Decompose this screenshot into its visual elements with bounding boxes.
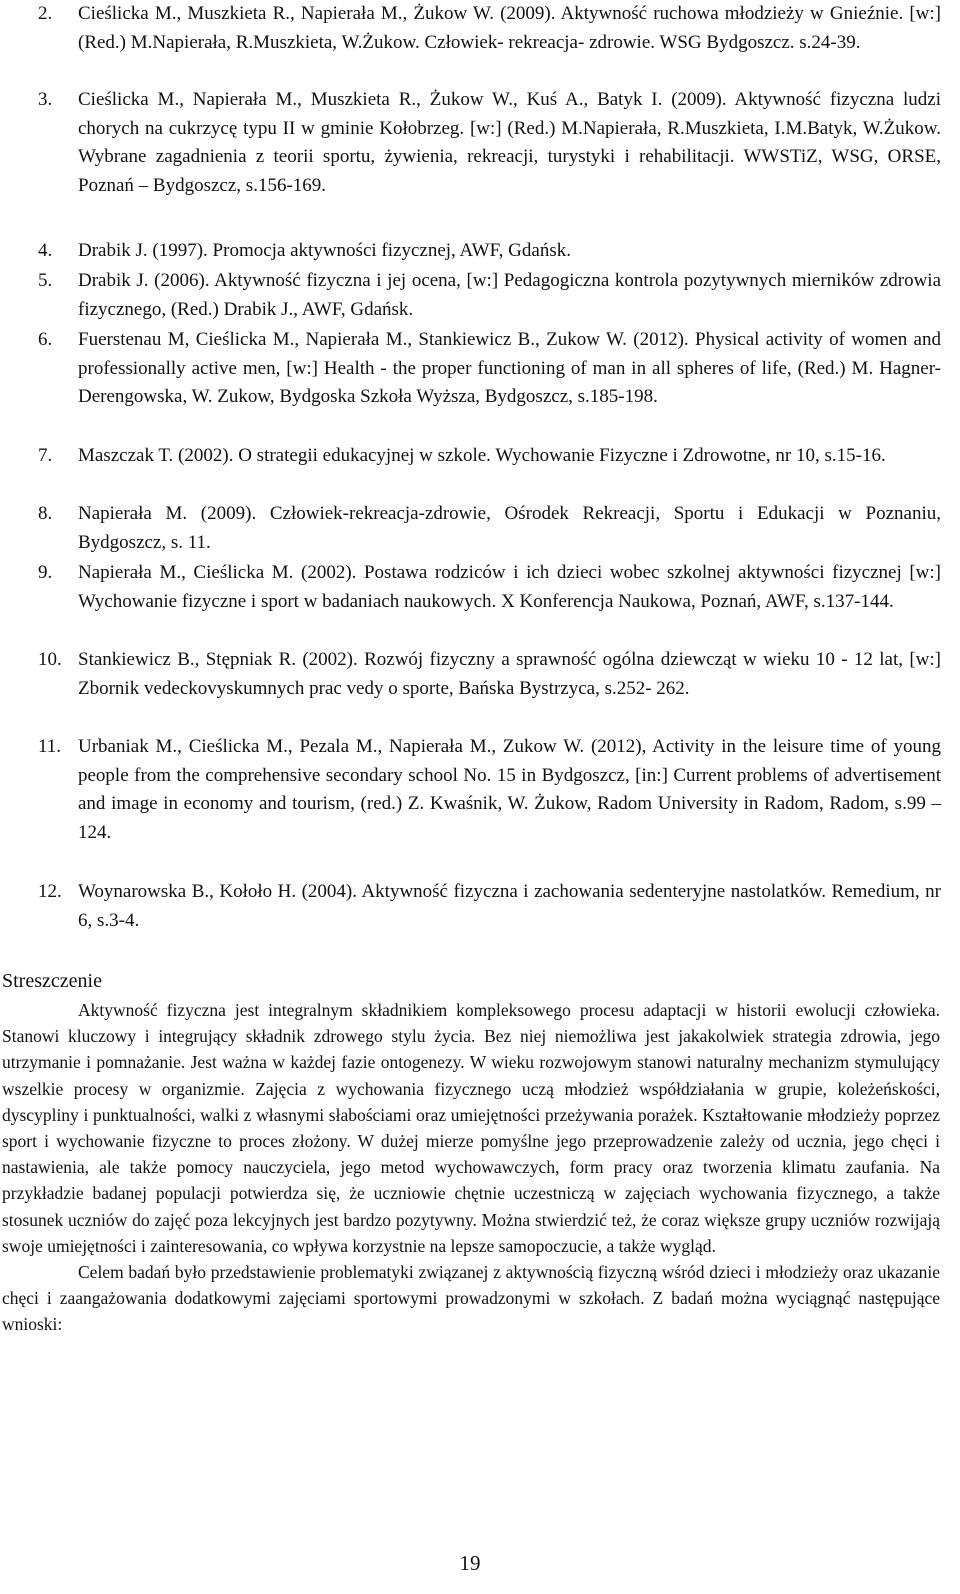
reference-item bbox=[0, 646, 960, 703]
reference-item bbox=[0, 733, 960, 847]
reference-number: 5. bbox=[38, 270, 53, 291]
reference-number: 3. bbox=[38, 89, 53, 110]
reference-item bbox=[0, 878, 960, 935]
reference-text: Fuerstenau M, Cieślicka M., Napierała M., Stankiewicz B., Zukow W. (2012). Physical activity of women and professionally active men, [w:] Health - the proper functioning of man in all spheres of life, (Red.) M. Hagner-Derengowska, W. Zukow, Bydgoska Szkoła Wyższa, Bydgoszcz, s.185-198. bbox=[78, 329, 941, 408]
reference-text: Drabik J. (2006). Aktywność fizyczna i jej ocena, [w:] Pedagogiczna kontrola pozytywnych mierników zdrowia fizycznego, (Red.) Drabik J., AWF, Gdańsk. bbox=[78, 270, 941, 320]
reference-item bbox=[0, 237, 960, 266]
reference-item bbox=[0, 0, 960, 57]
reference-number: 6. bbox=[38, 329, 53, 350]
reference-number: 12. bbox=[38, 881, 62, 902]
reference-item bbox=[0, 500, 960, 557]
reference-item bbox=[0, 442, 960, 471]
reference-text: Maszczak T. (2002). O strategii edukacyjnej w szkole. Wychowanie Fizyczne i Zdrowotne, nr 10, s.15-16. bbox=[78, 445, 886, 466]
reference-number: 10. bbox=[38, 649, 62, 670]
abstract-paragraph: Aktywność fizyczna jest integralnym składnikiem kompleksowego procesu adaptacji w historii ewolucji człowieka. Stanowi kluczowy i integrujący składnik zdrowego stylu życia. Bez niej niemożliwa jest jakakolwiek strategia zdrowia, jego utrzymanie i pomnażanie. Jest ważna w każdej fazie ontogenezy. W wieku rozwojowym stanowi naturalny mechanizm stymulujący wszelkie procesy w organizmie. Zajęcia z wychowania fizycznego uczą młodzież współdziałania w grupie, koleżeńskości, dyscypliny i punktualności, walki z własnymi słabościami oraz umiejętności przeżywania porażek. Kształtowanie młodzieży poprzez sport i wychowanie fizyczne to proces złożony. W dużej mierze pomyślne jego przeprowadzenie zależy od ucznia, jego chęci i nastawienia, ale także pomocy nauczyciela, jego metod wychowawczych, form pracy oraz tworzenia klimatu zaufania. Na przykładzie badanej populacji potwierdza się, że uczniowie chętnie uczestniczą w zajęciach wychowania fizycznego, a także stosunek uczniów do zajęć poza lekcyjnych jest bardzo pozytywny. Można stwierdzić też, że coraz większe grupy uczniów rozwijają swoje umiejętności i zainteresowania, co wpływa korzystnie na lepsze samopoczucie, a także wygląd. bbox=[2, 1000, 940, 1256]
reference-number: 9. bbox=[38, 562, 53, 583]
reference-item bbox=[0, 267, 960, 324]
abstract-paragraph: Celem badań było przedstawienie problematyki związanej z aktywnością fizyczną wśród dzieci i młodzieży oraz ukazanie chęci i zaangażowania dodatkowymi zajęciami sportowymi prowadzonymi w szkołach. Z badań można wyciągnąć następujące wnioski: bbox=[2, 1262, 940, 1335]
reference-text: Urbaniak M., Cieślicka M., Pezala M., Napierała M., Zukow W. (2012), Activity in the leisure time of young people from the comprehensive secondary school No. 15 in Bydgoszcz, [in:] Current problems of advertisement and image in economy and tourism, (red.) Z. Kwaśnik, W. Żukow, Radom University in Radom, Radom, s.99 – 124. bbox=[78, 736, 941, 843]
reference-number: 8. bbox=[38, 503, 53, 524]
reference-text: Cieślicka M., Napierała M., Muszkieta R., Żukow W., Kuś A., Batyk I. (2009). Aktywność fizyczna ludzi chorych na cukrzycę typu II w gminie Kołobrzeg. [w:] (Red.) M.Napierała, R.Muszkieta, I.M.Batyk, W.Żukow. Wybrane zagadnienia z teorii sportu, żywienia, rekreacji, turystyki i rehabilitacji. WWSTiZ, WSG, ORSE, Poznań – Bydgoszcz, s.156-169. bbox=[78, 89, 941, 196]
reference-text: Stankiewicz B., Stępniak R. (2002). Rozwój fizyczny a sprawność ogólna dziewcząt w wieku 10 - 12 lat, [w:] Zbornik vedeckovyskumnych prac vedy o sporte, Bańska Bystrzyca, s.252- 262. bbox=[78, 649, 941, 699]
reference-text: Napierała M., Cieślicka M. (2002). Postawa rodziców i ich dzieci wobec szkolnej aktywności fizycznej [w:] Wychowanie fizyczne i sport w badaniach naukowych. X Konferencja Naukowa, Poznań, AWF, s.137-144. bbox=[78, 562, 941, 612]
reference-number: 7. bbox=[38, 445, 53, 466]
reference-number: 2. bbox=[38, 3, 53, 24]
reference-text: Napierała M. (2009). Człowiek-rekreacja-zdrowie, Ośrodek Rekreacji, Sportu i Edukacji w Poznaniu, Bydgoszcz, s. 11. bbox=[78, 503, 941, 553]
section-heading: Streszczenie bbox=[2, 970, 102, 992]
reference-item bbox=[0, 559, 960, 616]
reference-text: Drabik J. (1997). Promocja aktywności fizycznej, AWF, Gdańsk. bbox=[78, 240, 571, 261]
reference-text: Woynarowska B., Kołoło H. (2004). Aktywność fizyczna i zachowania sedenteryjne nastolatków. Remedium, nr 6, s.3-4. bbox=[78, 881, 941, 931]
reference-item bbox=[0, 326, 960, 412]
page-number: 19 bbox=[459, 1551, 481, 1575]
reference-item bbox=[0, 86, 960, 200]
reference-text: Cieślicka M., Muszkieta R., Napierała M., Żukow W. (2009). Aktywność ruchowa młodzieży w Gnieźnie. [w:] (Red.) M.Napierała, R.Muszkieta, W.Żukow. Człowiek- rekreacja- zdrowie. WSG Bydgoszcz. s.24-39. bbox=[78, 3, 941, 53]
reference-number: 4. bbox=[38, 240, 53, 261]
reference-number: 11. bbox=[38, 736, 62, 757]
abstract-section bbox=[2, 997, 940, 1338]
